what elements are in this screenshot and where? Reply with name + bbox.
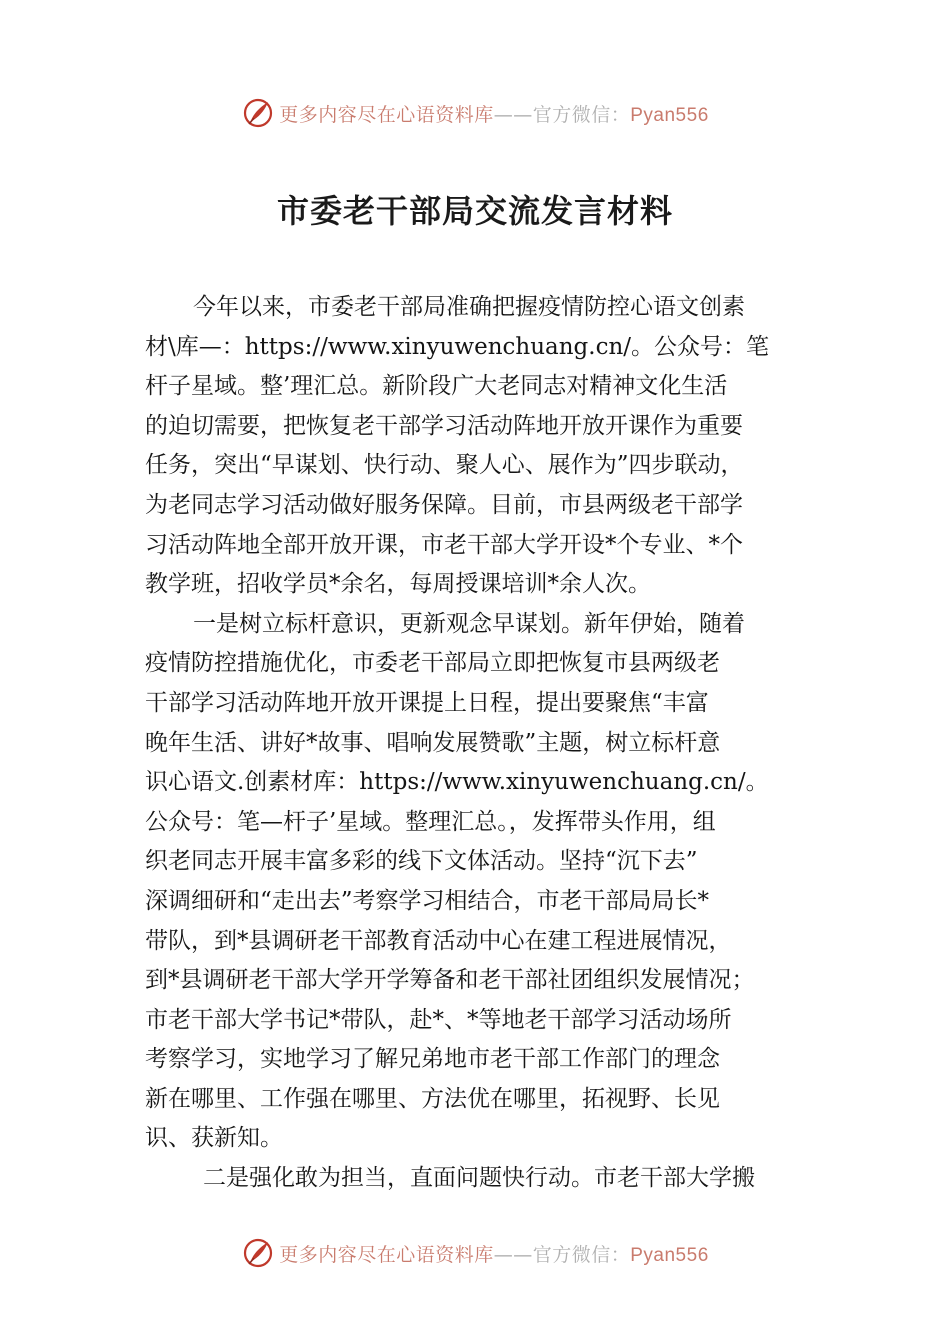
paragraph-line: 识、获新知。 [145, 1125, 283, 1152]
paragraph-line: 到*县调研老干部大学开学筹备和老干部社团组织发展情况； [145, 967, 755, 994]
paragraph-line: 教学班，招收学员*余名，每周授课培训*余人次。 [145, 571, 651, 598]
paragraph-line: 疫情防控措施优化，市委老干部局立即把恢复市县两级老 [145, 650, 720, 677]
paragraph-line: 习活动阵地全部开放开课，市老干部大学开设*个专业、*个 [145, 531, 743, 558]
watermark-text [279, 100, 709, 127]
watermark-prefix: 更多内容尽在心语资料库 [279, 1243, 494, 1266]
document-title: 市委老干部局交流发言材料 [276, 192, 673, 230]
watermark-text [279, 1240, 709, 1267]
paragraph-line: 杆子星域。整’理汇总。新阶段广大老同志对精神文化生活 [145, 373, 728, 400]
quill-pen-icon [241, 1236, 275, 1270]
paragraph-line: 干部学习活动阵地开放开课提上日程，提出要聚焦“丰富 [145, 689, 709, 716]
watermark-banner-bottom [0, 1235, 950, 1271]
paragraph-line: 材\库—：https://www.xinyuwenchuang.cn/。公众号：笔 [145, 333, 770, 360]
paragraph-line: 考察学习，实地学习了解兄弟地市老干部工作部门的理念 [145, 1046, 720, 1073]
paragraph-line: 为老同志学习活动做好服务保障。目前，市县两级老干部学 [145, 491, 743, 518]
quill-pen-icon [241, 96, 275, 130]
paragraph-line: 的迫切需要，把恢复老干部学习活动阵地开放开课作为重要 [145, 412, 743, 439]
watermark-banner-top [0, 95, 950, 131]
watermark-prefix: 更多内容尽在心语资料库 [279, 103, 494, 126]
watermark-wechat-label: 官方微信： [532, 103, 631, 126]
paragraph-line: 带队，到*县调研老干部教育活动中心在建工程进展情况， [145, 927, 732, 954]
watermark-wechat-label: 官方微信： [532, 1243, 631, 1266]
watermark-account: Pyan556 [630, 104, 709, 126]
paragraph-line: 深调细研和“走出去”考察学习相结合，市老干部局局长* [145, 887, 710, 914]
watermark-dash: —— [493, 1243, 533, 1266]
paragraph-line: 今年以来，市委老干部局准确把握疫情防控心语文创素 [193, 294, 745, 320]
paragraph-line: 新在哪里、工作强在哪里、方法优在哪里，拓视野、长见 [145, 1085, 720, 1112]
paragraph-line: 织老同志开展丰富多彩的线下文体活动。坚持“沉下去” [145, 848, 698, 875]
paragraph-line: 二是强化敢为担当，直面问题快行动。市老干部大学搬 [203, 1165, 755, 1192]
paragraph-line: 识心语文.创素材库：https://www.xinyuwenchuang.cn/。 [145, 769, 769, 796]
watermark-dash: —— [493, 103, 533, 126]
paragraph-line: 晚年生活、讲好*故事、唱响发展赞歌”主题，树立标杆意 [145, 729, 721, 756]
document-body [145, 288, 825, 1199]
paragraph-line: 任务，突出“早谋划、快行动、聚人心、展作为”四步联动， [145, 452, 744, 479]
paragraph-line: 一是树立标杆意识，更新观念早谋划。新年伊始，随着 [193, 610, 745, 637]
paragraph-line: 公众号：笔—杆子’星域。整理汇总。，发挥带头作用，组 [145, 808, 716, 835]
paragraph-line: 市老干部大学书记*带队，赴*、*等地老干部学习活动场所 [145, 1006, 732, 1033]
watermark-account: Pyan556 [630, 1244, 709, 1266]
